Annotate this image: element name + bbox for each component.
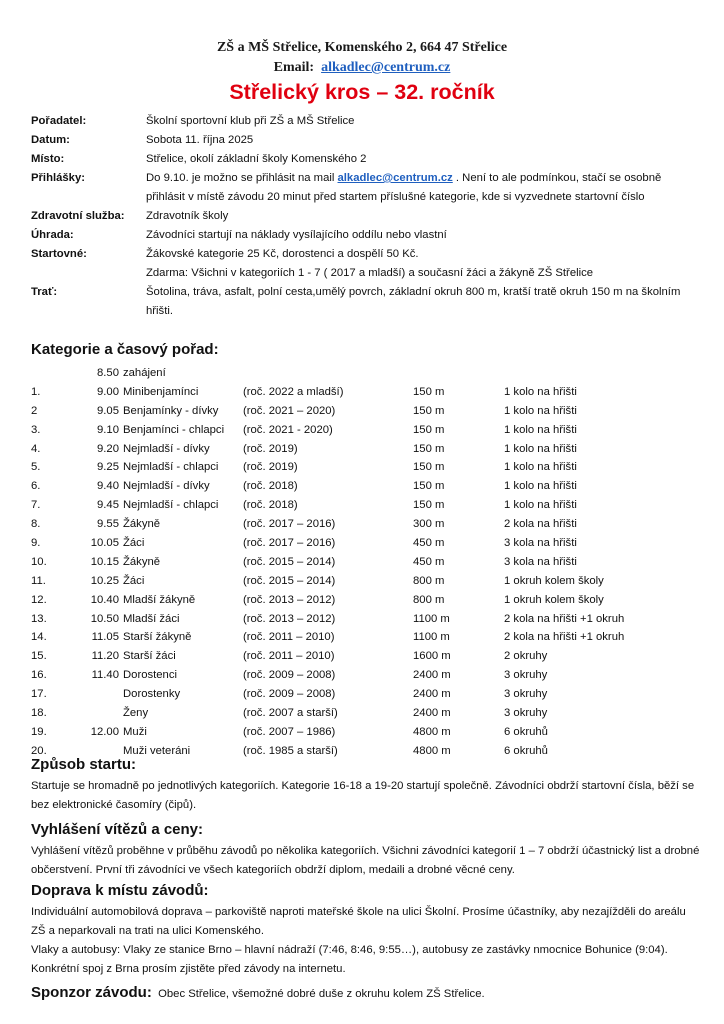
info-payment xyxy=(31,226,701,245)
sponsor-text: Obec Střelice, všemožné dobré duše z okruhu kolem ZŠ Střelice. xyxy=(158,988,485,1000)
distance: 150 m xyxy=(413,499,445,512)
email-label: Email: xyxy=(273,60,315,75)
laps-description: 1 kolo na hřišti xyxy=(504,442,577,455)
school-address: ZŠ a MŠ Střelice, Komenského 2, 664 47 Střelice xyxy=(216,40,508,55)
start-time: 10.25 xyxy=(90,574,119,587)
laps-description: 3 kola na hřišti xyxy=(504,537,577,550)
start-method-heading: Způsob startu: xyxy=(31,756,136,773)
info-label: Místo: xyxy=(31,153,65,165)
laps-description: 3 kola na hřišti xyxy=(504,555,577,568)
fee-text: Žákovské kategorie 25 Kč, dorostenci a dospělí 50 Kč. xyxy=(146,248,419,260)
category-name: Starší žáci xyxy=(123,650,176,663)
category-name: Benjamínci - chlapci xyxy=(123,423,225,436)
schedule-row xyxy=(31,515,701,534)
category-number: 2 xyxy=(31,404,38,417)
sponsor-line xyxy=(31,984,485,1001)
start-time: 9.05 xyxy=(97,404,119,417)
birth-years: (roč. 2007 – 1986) xyxy=(243,725,336,738)
category-name: Dorostenky xyxy=(123,688,181,701)
start-method-text: Startuje se hromadně po jednotlivých kategoriích. Kategorie 16-18 a 19-20 startují společně. Závodníci obdrží startovní čísla, běží se bez elektronické časomíry (čipů). xyxy=(31,780,695,811)
category-number: 11. xyxy=(31,574,46,587)
laps-description: 1 kolo na hřišti xyxy=(504,499,577,512)
info-date xyxy=(31,131,701,150)
birth-years: (roč. 2021 – 2020) xyxy=(243,404,336,417)
sponsor-heading: Sponzor závodu: xyxy=(31,984,152,1001)
start-time: 9.55 xyxy=(97,518,119,531)
category-number: 17. xyxy=(31,688,47,701)
birth-years: (roč. 2009 – 2008) xyxy=(243,669,336,682)
info-value: Školní sportovní klub při ZŠ a MŠ Střelice xyxy=(146,115,355,127)
category-number: 14. xyxy=(31,631,47,644)
category-number: 20. xyxy=(31,744,47,757)
info-label: Datum: xyxy=(31,134,70,146)
birth-years: (roč. 2018) xyxy=(243,499,298,512)
laps-description: 1 kolo na hřišti xyxy=(504,423,577,436)
category-name: Nejmladší - chlapci xyxy=(123,461,219,474)
distance: 150 m xyxy=(413,423,445,436)
info-value: Šotolina, tráva, asfalt, polní cesta,umělý povrch, základní okruh 800 m, kratší tratě okruh 150 m na školním hřišti. xyxy=(146,286,681,317)
category-number: 9. xyxy=(31,537,41,550)
category-name: Nejmladší - dívky xyxy=(123,480,210,493)
info-value: Sobota 11. října 2025 xyxy=(146,134,254,146)
start-time: 9.40 xyxy=(97,480,119,493)
schedule-row xyxy=(31,572,701,591)
birth-years: (roč. 2015 – 2014) xyxy=(243,574,336,587)
category-name: Ženy xyxy=(123,707,149,720)
distance: 4800 m xyxy=(413,725,451,738)
birth-years: (roč. 1985 a starší) xyxy=(243,744,338,757)
category-number: 5. xyxy=(31,461,41,474)
birth-years: (roč. 2013 – 2012) xyxy=(243,612,336,625)
info-medical xyxy=(31,207,701,226)
distance: 150 m xyxy=(413,480,445,493)
info-label: Úhrada: xyxy=(31,229,74,241)
category-name: Žákyně xyxy=(123,555,161,568)
distance: 150 m xyxy=(413,442,445,455)
schedule-opening-row xyxy=(31,364,701,383)
category-name: Muži veteráni xyxy=(123,744,191,757)
birth-years: (roč. 2007 a starší) xyxy=(243,707,338,720)
start-time: 10.40 xyxy=(90,593,119,606)
page-title: Střelický kros – 32. ročník xyxy=(229,80,495,104)
info-value: Střelice, okolí základní školy Komenského 2 xyxy=(146,153,367,165)
event-info xyxy=(31,112,701,321)
laps-description: 1 kolo na hřišti xyxy=(504,480,577,493)
birth-years: (roč. 2009 – 2008) xyxy=(243,688,336,701)
schedule-row xyxy=(31,666,701,685)
laps-description: 6 okruhů xyxy=(504,744,548,757)
schedule-row xyxy=(31,458,701,477)
distance: 1600 m xyxy=(413,650,451,663)
schedule-row xyxy=(31,402,701,421)
distance: 4800 m xyxy=(413,744,451,757)
schedule-row xyxy=(31,534,701,553)
start-time: 9.10 xyxy=(97,423,119,436)
schedule-row xyxy=(31,610,701,629)
category-name: Žákyně xyxy=(123,518,161,531)
birth-years: (roč. 2017 – 2016) xyxy=(243,537,336,550)
schedule-row xyxy=(31,440,701,459)
category-name: Minibenjamínci xyxy=(123,385,199,398)
info-organizer xyxy=(31,112,701,131)
fee-free-text: Zdarma: Všichni v kategoriích 1 - 7 ( 2017 a mladší) a současní žáci a žákyně ZŠ Střelice xyxy=(146,267,594,279)
distance: 1100 m xyxy=(413,631,450,644)
distance: 150 m xyxy=(413,461,445,474)
birth-years: (roč. 2011 – 2010) xyxy=(243,650,335,663)
birth-years: (roč. 2022 a mladší) xyxy=(243,385,344,398)
laps-description: 2 kola na hřišti +1 okruh xyxy=(504,631,625,644)
registration-text-after: . Není to ale podmínkou, stačí se osobně přihlásit v místě závodu 20 minut před startem příslušné kategorie, kde si vyzvednete startovní číslo xyxy=(146,172,662,203)
info-label: Startovné: xyxy=(31,248,87,260)
info-place xyxy=(31,150,701,169)
category-number: 16. xyxy=(31,669,47,682)
schedule-table xyxy=(31,364,701,761)
laps-description: 1 kolo na hřišti xyxy=(504,385,577,398)
laps-description: 2 kola na hřišti +1 okruh xyxy=(504,612,625,625)
info-fee xyxy=(31,245,701,283)
laps-description: 1 kolo na hřišti xyxy=(504,404,577,417)
distance: 300 m xyxy=(413,518,445,531)
info-label: Zdravotní služba: xyxy=(31,210,125,222)
info-registration xyxy=(31,169,701,207)
start-time: 12.00 xyxy=(90,725,119,738)
category-name: Dorostenci xyxy=(123,669,177,682)
registration-text-before: Do 9.10. je možno se přihlásit na mail xyxy=(146,172,338,184)
category-name: Nejmladší - dívky xyxy=(123,442,210,455)
distance: 2400 m xyxy=(413,669,451,682)
start-time: 11.05 xyxy=(91,631,119,644)
schedule-heading: Kategorie a časový pořad: xyxy=(31,341,219,358)
category-number: 19. xyxy=(31,725,47,738)
schedule-row xyxy=(31,591,701,610)
birth-years: (roč. 2019) xyxy=(243,442,298,455)
info-value xyxy=(146,169,701,207)
schedule-row xyxy=(31,628,701,647)
info-value: Závodníci startují na náklady vysílajícího oddílu nebo vlastní xyxy=(146,229,447,241)
start-time: 11.20 xyxy=(91,650,119,663)
birth-years: (roč. 2011 – 2010) xyxy=(243,631,335,644)
category-name: Mladší žákyně xyxy=(123,593,196,606)
category-name: Benjamínky - dívky xyxy=(123,404,219,417)
info-label: Trať: xyxy=(31,286,58,298)
distance: 150 m xyxy=(413,385,445,398)
schedule-row xyxy=(31,477,701,496)
opening-time: 8.50 xyxy=(97,367,119,379)
distance: 450 m xyxy=(413,555,445,568)
birth-years: (roč. 2018) xyxy=(243,480,298,493)
distance: 2400 m xyxy=(413,707,451,720)
category-name: Nejmladší - chlapci xyxy=(123,499,219,512)
schedule-row xyxy=(31,685,701,704)
category-number: 13. xyxy=(31,612,47,625)
info-label: Pořadatel: xyxy=(31,115,87,127)
schedule-row xyxy=(31,647,701,666)
category-name: Žáci xyxy=(123,574,145,587)
birth-years: (roč. 2017 – 2016) xyxy=(243,518,336,531)
category-name: Starší žákyně xyxy=(123,631,192,644)
distance: 800 m xyxy=(413,574,445,587)
schedule-row xyxy=(31,704,701,723)
distance: 800 m xyxy=(413,593,445,606)
laps-description: 2 kola na hřišti xyxy=(504,518,577,531)
email-line xyxy=(0,60,724,76)
laps-description: 3 okruhy xyxy=(504,669,548,682)
category-number: 3. xyxy=(31,423,41,436)
distance: 450 m xyxy=(413,537,445,550)
category-number: 18. xyxy=(31,707,47,720)
start-time: 9.00 xyxy=(97,385,119,398)
opening-label: zahájení xyxy=(123,367,166,379)
start-time: 9.20 xyxy=(97,442,119,455)
laps-description: 2 okruhy xyxy=(504,650,548,663)
distance: 1100 m xyxy=(413,612,450,625)
birth-years: (roč. 2019) xyxy=(243,461,298,474)
category-name: Muži xyxy=(123,725,147,738)
laps-description: 3 okruhy xyxy=(504,688,548,701)
schedule-row xyxy=(31,421,701,440)
category-number: 1. xyxy=(31,385,41,398)
laps-description: 3 okruhy xyxy=(504,707,548,720)
start-time: 9.25 xyxy=(97,461,119,474)
registration-email-link[interactable]: alkadlec@centrum.cz xyxy=(337,172,453,184)
category-number: 6. xyxy=(31,480,41,493)
category-number: 8. xyxy=(31,518,41,531)
birth-years: (roč. 2013 – 2012) xyxy=(243,593,336,606)
distance: 2400 m xyxy=(413,688,451,701)
category-number: 12. xyxy=(31,593,47,606)
awards-text: Vyhlášení vítězů proběhne v průběhu závodů po několika kategoriích. Všichni závodníci kategorií 1 – 7 obdrží účastnický list a drobné občerstvení. První tři závodníci ve všech kategoriích obdrží diplom, medaili a drobné věcné ceny. xyxy=(31,845,700,876)
birth-years: (roč. 2021 - 2020) xyxy=(243,423,333,436)
schedule-row xyxy=(31,383,701,402)
laps-description: 1 okruh kolem školy xyxy=(504,574,604,587)
category-number: 7. xyxy=(31,499,41,512)
transport-text-car: Individuální automobilová doprava – parkoviště naproti mateřské škole na ulici Školní. Prosíme účastníky, aby nezajížděli do areálu ZŠ a neparkovali na trati na ulici Komenského. xyxy=(31,906,686,937)
laps-description: 1 kolo na hřišti xyxy=(504,461,577,474)
email-link[interactable]: alkadlec@centrum.cz xyxy=(321,60,451,75)
start-time: 10.05 xyxy=(90,537,119,550)
schedule-row xyxy=(31,723,701,742)
start-time: 11.40 xyxy=(91,669,119,682)
laps-description: 6 okruhů xyxy=(504,725,548,738)
birth-years: (roč. 2015 – 2014) xyxy=(243,555,336,568)
info-value: Zdravotník školy xyxy=(146,210,229,222)
start-time: 10.50 xyxy=(90,612,119,625)
category-number: 15. xyxy=(31,650,47,663)
category-name: Žáci xyxy=(123,537,145,550)
category-number: 10. xyxy=(31,555,47,568)
info-label: Přihlášky: xyxy=(31,172,86,184)
laps-description: 1 okruh kolem školy xyxy=(504,593,604,606)
distance: 150 m xyxy=(413,404,445,417)
awards-heading: Vyhlášení vítězů a ceny: xyxy=(31,821,204,838)
category-name: Mladší žáci xyxy=(123,612,180,625)
info-track xyxy=(31,283,701,321)
info-value xyxy=(146,245,701,283)
transport-heading: Doprava k místu závodů: xyxy=(31,882,209,899)
schedule-row xyxy=(31,496,701,515)
transport-text-public: Vlaky a autobusy: Vlaky ze stanice Brno – hlavní nádraží (7:46, 8:46, 9:55…), autobusy ze zastávky nmocnice Bohunice (9:04). Konkrétní spoj z Brna prosím zjistěte před závody na internetu. xyxy=(31,944,668,975)
category-number: 4. xyxy=(31,442,41,455)
start-time: 9.45 xyxy=(97,499,119,512)
schedule-row xyxy=(31,553,701,572)
start-time: 10.15 xyxy=(90,555,119,568)
